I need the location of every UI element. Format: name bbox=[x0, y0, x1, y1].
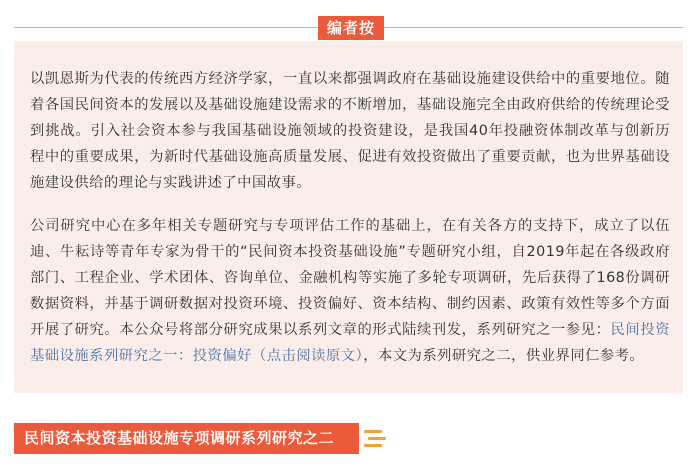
editor-note-title: 编者按 bbox=[318, 16, 384, 40]
series-part-one-link[interactable]: 民间投资基础设施系列研究之一：投资偏好（点击阅读原文） bbox=[30, 322, 671, 364]
intro-paragraph-1: 以凯恩斯为代表的传统西方经济学家，一直以来都强调政府在基础设施建设供给中的重要地位。随着各国民间资本的发展以及基础设施建设需求的不断增加，基础设施完全由政府供给的传统理论受到挑战。引入社会资本参与我国基础设施领域的投资建设，是我国40年投融资体制改革与创新历程中的重要成果，为新时代基础设施高质量发展、促进有效投资做出了重要贡献，也为世界基础设施建设供给的理论与实践讲述了中国故事。 bbox=[30, 71, 670, 191]
section-deco-lines-icon bbox=[362, 430, 386, 448]
section-title-bar: 民间资本投资基础设施专项调研系列研究之二 bbox=[14, 423, 359, 454]
intro-paragraph-2 bbox=[30, 213, 670, 369]
intro-paragraph-2-tail: ，本文为系列研究之二，供业界同仁参考。 bbox=[363, 348, 645, 364]
intro-paragraph-2-text: 公司研究中心在多年相关专题研究与专项评估工作的基础上，在有关各方的支持下，成立了以伍迪、牛耘诗等青年专家为骨干的“民间资本投资基础设施”专题研究小组，自2019年起在各级政府部门、工程企业、学术团体、咨询单位、金融机构等实施了多轮专项调研，先后获得了168份调研数据资料，并基于调研数据对投资环境、投资偏好、资本结构、制约因素、政策有效性等多个方面开展了研究。本公众号将部分研究成果以系列文章的形式陆续刊发，系列研究之一参见： bbox=[30, 218, 670, 338]
